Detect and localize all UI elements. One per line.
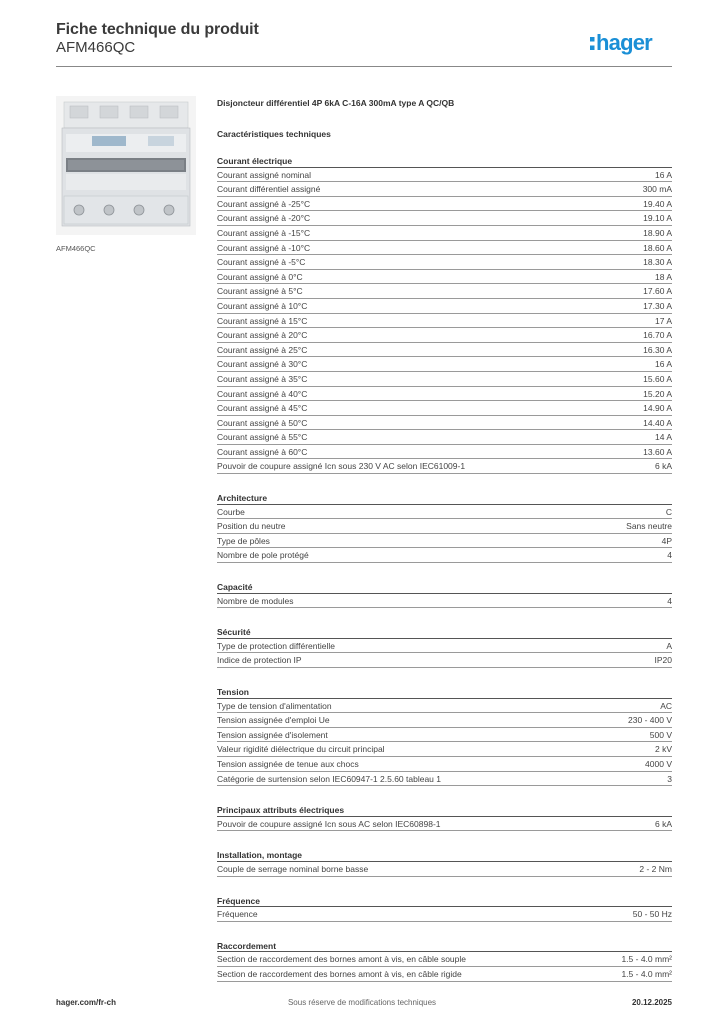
- spec-value: 15.20 A: [643, 388, 672, 399]
- spec-value: 17.30 A: [643, 300, 672, 311]
- spec-value: 300 mA: [642, 184, 672, 195]
- spec-value: 18 A: [654, 271, 672, 282]
- spec-row: [217, 387, 672, 402]
- spec-label: Fréquence: [217, 909, 258, 920]
- spec-row: [217, 182, 672, 197]
- section-title: Fréquence: [217, 893, 672, 908]
- spec-value: 6 kA: [654, 818, 672, 829]
- svg-text:hager: hager: [596, 30, 652, 55]
- hager-logo: [590, 26, 674, 58]
- spec-label: Catégorie de surtension selon IEC60947-1 2.5.60 tableau 1: [217, 773, 441, 784]
- spec-row: [217, 459, 672, 474]
- spec-value: 50 - 50 Hz: [632, 909, 672, 920]
- spec-label: Pouvoir de coupure assigné Icn sous AC selon IEC60898-1: [217, 818, 441, 829]
- spec-row: [217, 416, 672, 431]
- spec-label: Courant assigné à 25°C: [217, 344, 308, 355]
- product-image: [56, 96, 196, 235]
- spec-row: [217, 548, 672, 563]
- footer-website: hager.com/fr-ch: [56, 998, 117, 1007]
- spec-label: Courant différentiel assigné: [217, 184, 321, 195]
- spec-row: [217, 430, 672, 445]
- spec-label: Indice de protection IP: [217, 655, 302, 666]
- spec-sections: [217, 153, 672, 982]
- spec-row: [217, 757, 672, 772]
- spec-label: Valeur rigidité diélectrique du circuit principal: [217, 744, 385, 755]
- section-title: Tension: [217, 684, 672, 699]
- section-title: Architecture: [217, 490, 672, 505]
- spec-row: [217, 401, 672, 416]
- spec-value: AC: [660, 700, 672, 711]
- spec-value: 16.30 A: [643, 344, 672, 355]
- spec-value: 4P: [661, 535, 672, 546]
- spec-value: 17.60 A: [643, 286, 672, 297]
- spec-value: 13.60 A: [643, 446, 672, 457]
- spec-value: 6 kA: [654, 461, 672, 472]
- spec-label: Section de raccordement des bornes amont à vis, en câble souple: [217, 954, 467, 965]
- spec-row: [217, 197, 672, 212]
- spec-row: [217, 445, 672, 460]
- product-description: Disjoncteur différentiel 4P 6kA C-16A 300mA type A QC/QB: [217, 98, 455, 108]
- footer-notice: Sous réserve de modifications techniques: [287, 998, 437, 1007]
- spec-value: Sans neutre: [626, 521, 672, 532]
- section-title: Sécurité: [217, 624, 672, 639]
- spec-value: 14.90 A: [643, 403, 672, 414]
- section-title: Installation, montage: [217, 847, 672, 862]
- spec-label: Courant assigné à 15°C: [217, 315, 308, 326]
- spec-row: [217, 314, 672, 329]
- spec-row: [217, 505, 672, 520]
- spec-row: [217, 343, 672, 358]
- spec-row: [217, 713, 672, 728]
- spec-row: [217, 241, 672, 256]
- spec-label: Courant assigné à 55°C: [217, 432, 308, 443]
- spec-row: [217, 299, 672, 314]
- spec-label: Courant assigné à -15°C: [217, 227, 311, 238]
- spec-label: Tension assignée de tenue aux chocs: [217, 758, 359, 769]
- spec-row: [217, 728, 672, 743]
- spec-row: [217, 699, 672, 714]
- spec-row: [217, 907, 672, 922]
- spec-value: 2 - 2 Nm: [639, 863, 672, 874]
- spec-label: Couple de serrage nominal borne basse: [217, 863, 369, 874]
- spec-row: [217, 168, 672, 183]
- spec-value: 16 A: [654, 359, 672, 370]
- spec-value: IP20: [654, 655, 672, 666]
- spec-row: [217, 534, 672, 549]
- spec-label: Courant assigné à -25°C: [217, 198, 311, 209]
- section-title: Principaux attributs électriques: [217, 802, 672, 817]
- spec-label: Courant assigné à 10°C: [217, 300, 308, 311]
- spec-label: Courant assigné à 30°C: [217, 359, 308, 370]
- page-title: Fiche technique du produit: [56, 21, 259, 38]
- spec-value: 2 kV: [654, 744, 672, 755]
- spec-row: [217, 594, 672, 609]
- spec-label: Nombre de pole protégé: [217, 550, 309, 561]
- spec-value: 4: [667, 550, 672, 561]
- spec-row: [217, 639, 672, 654]
- spec-value: 19.10 A: [643, 213, 672, 224]
- spec-label: Courant assigné à 40°C: [217, 388, 308, 399]
- spec-content: [217, 96, 672, 982]
- spec-label: Courant assigné à -5°C: [217, 257, 306, 268]
- image-caption: AFM466QC: [56, 244, 96, 253]
- spec-label: Tension assignée d'isolement: [217, 729, 328, 740]
- spec-value: 230 - 400 V: [628, 715, 672, 726]
- spec-value: 18.30 A: [643, 257, 672, 268]
- product-reference: AFM466QC: [56, 39, 136, 56]
- spec-label: Courant assigné à 50°C: [217, 417, 308, 428]
- spec-label: Type de tension d'alimentation: [217, 700, 332, 711]
- spec-label: Courant assigné à 45°C: [217, 403, 308, 414]
- spec-label: Courant assigné à 35°C: [217, 373, 308, 384]
- spec-value: 16.70 A: [643, 330, 672, 341]
- spec-row: [217, 226, 672, 241]
- section-title: Courant électrique: [217, 153, 672, 168]
- spec-row: [217, 284, 672, 299]
- spec-value: 4000 V: [645, 758, 672, 769]
- spec-label: Pouvoir de coupure assigné Icn sous 230 V AC selon IEC61009-1: [217, 461, 466, 472]
- spec-value: 17 A: [654, 315, 672, 326]
- spec-row: [217, 862, 672, 877]
- spec-label: Type de protection différentielle: [217, 640, 335, 651]
- spec-row: [217, 328, 672, 343]
- spec-row: [217, 653, 672, 668]
- spec-row: [217, 519, 672, 534]
- section-title: Capacité: [217, 579, 672, 594]
- spec-row: [217, 967, 672, 982]
- spec-value: 1.5 - 4.0 mm²: [621, 968, 672, 979]
- spec-value: 15.60 A: [643, 373, 672, 384]
- spec-value: 14 A: [654, 432, 672, 443]
- spec-value: 1.5 - 4.0 mm²: [621, 954, 672, 965]
- spec-label: Type de pôles: [217, 535, 270, 546]
- spec-label: Courant assigné à 5°C: [217, 286, 303, 297]
- spec-value: 16 A: [654, 169, 672, 180]
- spec-label: Position du neutre: [217, 521, 286, 532]
- spec-row: [217, 372, 672, 387]
- spec-value: 19.40 A: [643, 198, 672, 209]
- spec-label: Tension assignée d'emploi Ue: [217, 715, 330, 726]
- spec-value: C: [665, 506, 672, 517]
- spec-value: 3: [667, 773, 672, 784]
- spec-row: [217, 211, 672, 226]
- spec-label: Courant assigné à -20°C: [217, 213, 311, 224]
- spec-row: [217, 952, 672, 967]
- spec-row: [217, 270, 672, 285]
- spec-label: Courant assigné à 20°C: [217, 330, 308, 341]
- section-title: Raccordement: [217, 938, 672, 953]
- spec-value: 18.90 A: [643, 227, 672, 238]
- spec-value: A: [666, 640, 672, 651]
- spec-value: 14.40 A: [643, 417, 672, 428]
- spec-label: Courbe: [217, 506, 245, 517]
- spec-label: Nombre de modules: [217, 595, 294, 606]
- spec-label: Courant assigné nominal: [217, 169, 312, 180]
- spec-row: [217, 357, 672, 372]
- footer-date: 20.12.2025: [631, 998, 672, 1007]
- spec-label: Section de raccordement des bornes amont à vis, en câble rigide: [217, 968, 462, 979]
- spec-value: 500 V: [649, 729, 672, 740]
- spec-row: [217, 772, 672, 787]
- spec-label: Courant assigné à -10°C: [217, 242, 311, 253]
- spec-row: [217, 817, 672, 832]
- spec-value: 18.60 A: [643, 242, 672, 253]
- spec-row: [217, 255, 672, 270]
- spec-value: 4: [667, 595, 672, 606]
- spec-label: Courant assigné à 0°C: [217, 271, 303, 282]
- spec-row: [217, 742, 672, 757]
- spec-label: Courant assigné à 60°C: [217, 446, 308, 457]
- header-divider: [56, 66, 672, 67]
- tech-characteristics-title: Caractéristiques techniques: [217, 129, 331, 139]
